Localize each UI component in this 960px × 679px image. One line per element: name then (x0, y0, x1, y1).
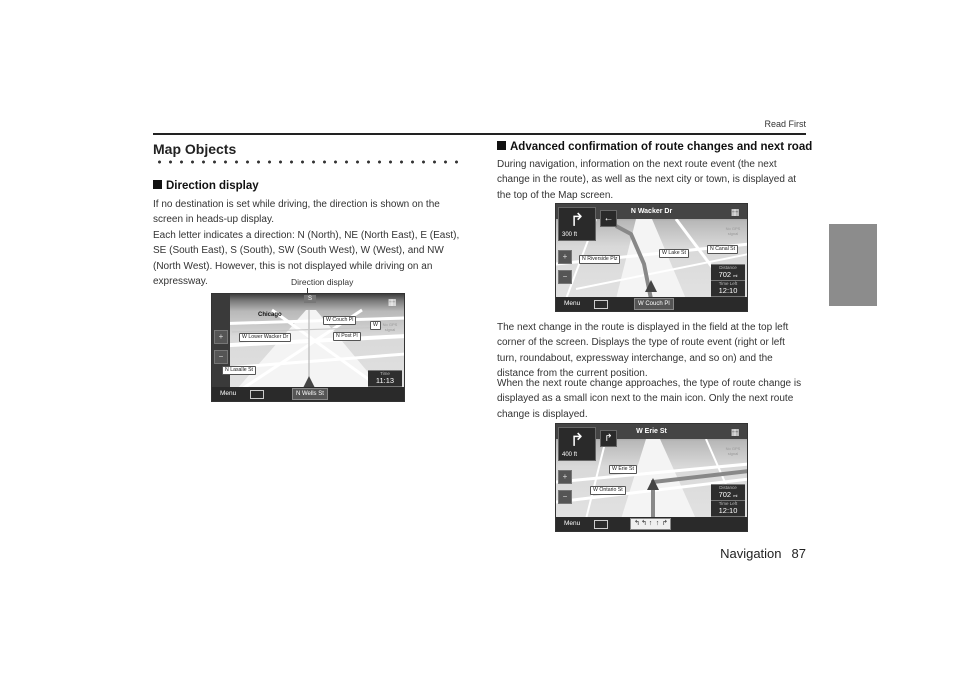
turn-right-small-icon: ↱ (600, 430, 617, 447)
map-street-label: W Lower Wacker Dr (239, 333, 291, 342)
next-turn-box: ↱ 300 ft (558, 207, 596, 241)
lane-left-icon: ↰ (634, 520, 640, 527)
map-street-label: W Erie St (609, 465, 637, 474)
lane-left-icon: ↰ (641, 520, 647, 527)
map-street-label: W (370, 321, 381, 330)
lane-right-icon: ↱ (662, 520, 668, 527)
map-street-label: N Lasalle St (222, 366, 256, 375)
menu-button[interactable]: Menu (564, 300, 581, 307)
nav-screen-next-road (555, 203, 748, 312)
map-view-button[interactable] (250, 390, 264, 399)
vehicle-position-arrow-icon (645, 280, 657, 292)
map-street-label: W Ontario St (590, 486, 626, 495)
chapter-side-tab (829, 224, 877, 306)
zoom-out-button[interactable]: − (558, 490, 572, 504)
zoom-in-button[interactable]: + (214, 330, 228, 344)
square-bullet-icon (497, 141, 506, 150)
next-turn-box: ↱ 400 ft (558, 427, 596, 461)
map-street-label: N Riverside Plz (579, 255, 620, 264)
nav-screen-direction (211, 293, 405, 402)
map-street-label: N Canal St (707, 245, 738, 254)
turn-right-icon: ↱ (569, 210, 585, 230)
turn-left-small-icon: ← (600, 210, 617, 227)
next-road-banner: N Wacker Dr (556, 204, 747, 219)
dotted-divider (154, 159, 464, 165)
menu-button[interactable]: Menu (220, 390, 237, 397)
paragraph: If no destination is set while driving, the direction is shown on the screen in heads-up display. (153, 199, 440, 226)
page-footer (710, 546, 806, 561)
nav-screen-route-change (555, 423, 748, 532)
section-title: Map Objects (153, 141, 237, 157)
map-street-label: W Lake St (659, 249, 689, 258)
page-number: 87 (791, 546, 806, 561)
time-left-panel: Time Left 12:10 (711, 500, 745, 516)
map-street-label: N Post Pl (333, 332, 361, 341)
distance-panel: Distance 702 mi (711, 264, 745, 280)
distance-panel: Distance 702 mi (711, 484, 745, 500)
figure-caption: Direction display (291, 277, 354, 287)
header-rule (153, 133, 806, 135)
paragraph: The next change in the route is displayed in the field at the top left corner of the screen. Displays the type of route event (right or left turn, roundabout, expressway interchange, and so on) and the distance from the current position. (497, 322, 789, 379)
gps-status: No GPS signal (725, 226, 741, 236)
subheading-direction-display: Direction display (153, 180, 259, 192)
next-road-banner: W Erie St (556, 424, 747, 439)
paragraph: When the next route change approaches, the type of route change is displayed as a small icon next to the main icon. Only the next route change is displayed. (497, 378, 802, 420)
time-panel: Time 11:13 (368, 370, 402, 386)
map-street-label: W Couch Pl (323, 316, 356, 325)
time-left-panel: Time Left 12:10 (711, 280, 745, 296)
direction-compass: S (304, 295, 316, 303)
map-city-label: Chicago (258, 312, 282, 318)
square-bullet-icon (153, 180, 162, 189)
current-street: W Couch Pl (634, 298, 674, 310)
menu-button[interactable]: Menu (564, 520, 581, 527)
map-view-button[interactable] (594, 300, 608, 309)
zoom-out-button[interactable]: − (214, 350, 228, 364)
gps-status: No GPS signal (382, 322, 398, 332)
current-street: N Wells St (292, 388, 328, 400)
zoom-in-button[interactable]: + (558, 250, 572, 264)
grid-icon[interactable]: ▦ (730, 207, 740, 217)
running-header: Read First (764, 119, 806, 129)
vehicle-position-arrow-icon (647, 478, 659, 490)
grid-icon[interactable]: ▦ (387, 297, 397, 307)
map-view-button[interactable] (594, 520, 608, 529)
turn-right-icon: ↱ (569, 430, 585, 450)
zoom-in-button[interactable]: + (558, 470, 572, 484)
zoom-out-button[interactable]: − (558, 270, 572, 284)
chapter-name: Navigation (720, 546, 782, 561)
grid-icon[interactable]: ▦ (730, 427, 740, 437)
lane-straight-icon: ↑ (648, 520, 653, 527)
lane-straight-icon: ↑ (655, 520, 660, 527)
subheading-advanced-confirmation: Advanced confirmation of route changes and next road (497, 141, 812, 153)
paragraph: During navigation, information on the next route event (the next change in the route), as well as the next city or town, is displayed at the top of the Map screen. (497, 159, 797, 201)
lane-guidance (630, 518, 671, 530)
paragraph: Each letter indicates a direction: N (North), NE (North East), E (East), SE (South East), S (South), SW (South West), W (West), and NW (North West). However, this is not displayed while driving on an expressway. (153, 230, 460, 287)
gps-status: No GPS signal (725, 446, 741, 456)
